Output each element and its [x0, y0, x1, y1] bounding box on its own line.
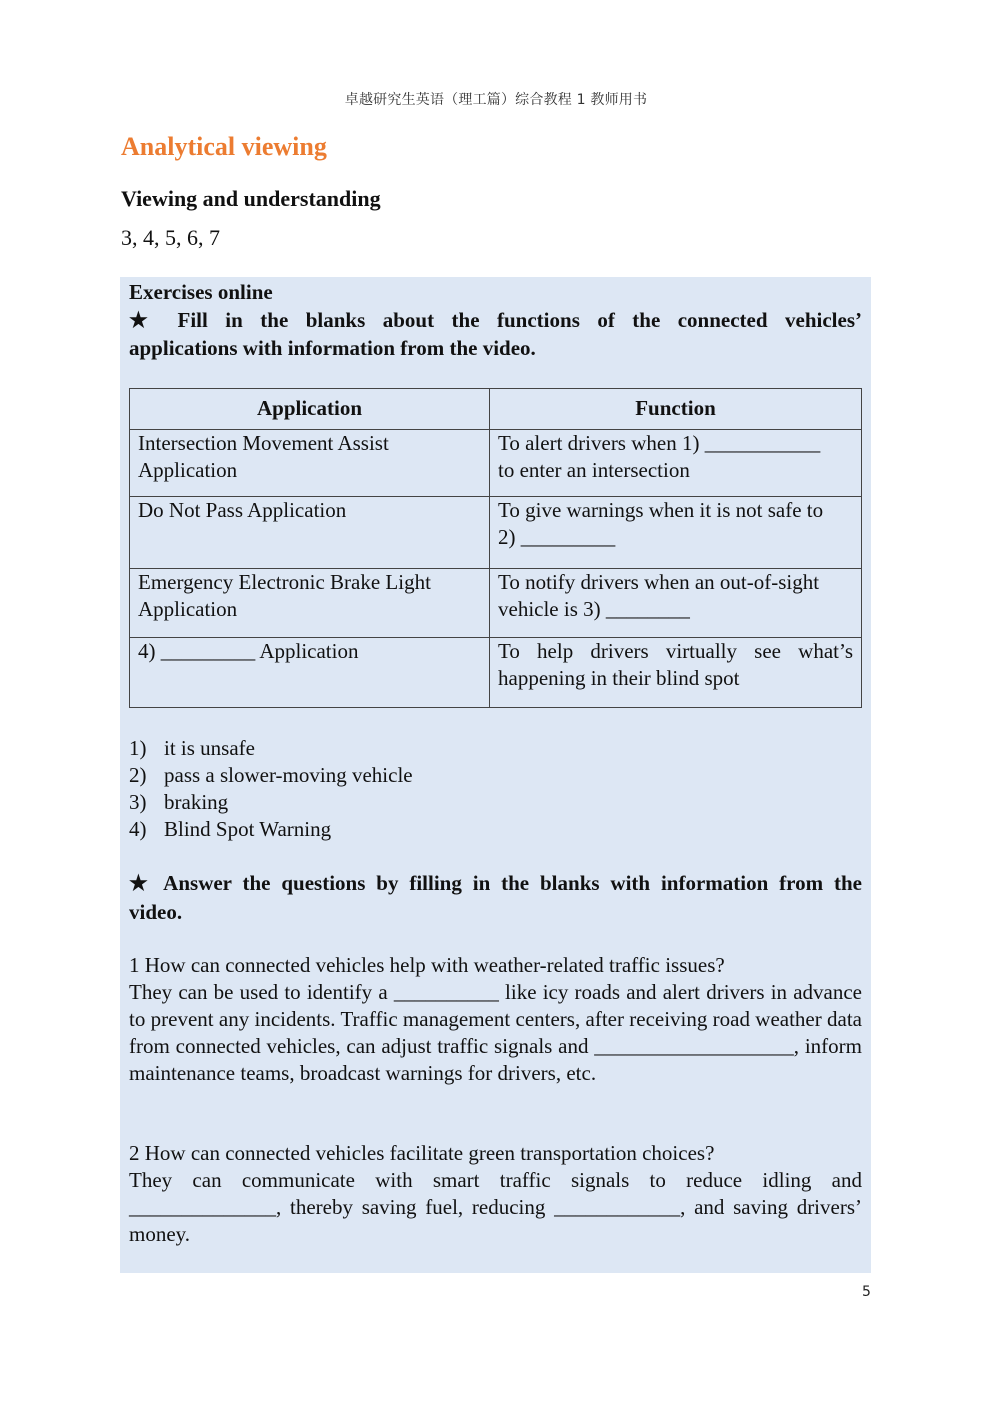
- viewing-answers: 3, 4, 5, 6, 7: [121, 225, 220, 250]
- answer-text: They can communicate with smart traffic signals to reduce idling and ______________, thereby saving fuel, reducing ____________, and saving drivers’ money.: [129, 1168, 862, 1246]
- question-text: 1 How can connected vehicles help with weather-related traffic issues?: [129, 953, 725, 977]
- application-cell: Do Not Pass Application: [130, 497, 490, 569]
- function-cell: [490, 430, 862, 497]
- applications-table: [129, 388, 862, 708]
- function-text: 2) _________: [498, 525, 616, 549]
- list-item: 1) it is unsafe: [129, 736, 255, 760]
- instruction-line: ★ Answer the questions by filling in the blanks with information from the: [129, 871, 862, 895]
- instruction-answer-questions: [129, 869, 862, 927]
- list-item: 4) Blind Spot Warning: [129, 817, 332, 841]
- section-title: Analytical viewing: [121, 132, 327, 161]
- function-cell: [490, 569, 862, 638]
- exercise-header: [129, 277, 862, 362]
- function-text: To alert drivers when 1) ___________: [498, 431, 821, 455]
- page-number: 5: [862, 1284, 871, 1300]
- answer-text: They can be used to identify a __________ like icy roads and alert drivers in advance to prevent any incidents. Traffic management centers, after receiving road weather data from connected vehicles, can adjust traffic signals and ___________________, inform maintenance teams, broadcast warnings for drivers, etc.: [129, 980, 862, 1085]
- application-cell: 4) _________ Application: [130, 638, 490, 708]
- answer-key-list: [129, 735, 413, 843]
- question-text: 2 How can connected vehicles facilitate green transportation choices?: [129, 1141, 715, 1165]
- function-cell: [490, 638, 862, 708]
- exercise-panel: [120, 277, 871, 1273]
- function-text: to enter an intersection: [498, 458, 690, 482]
- application-cell: Intersection Movement Assist Application: [130, 430, 490, 497]
- instruction-line: video.: [129, 900, 183, 924]
- application-cell: Emergency Electronic Brake Light Application: [130, 569, 490, 638]
- question-block: [129, 952, 862, 1087]
- exercises-heading: Exercises online: [129, 280, 273, 304]
- table-header-function: Function: [490, 389, 862, 430]
- function-text: To help drivers virtually see what’s happening in their blind spot: [498, 639, 853, 690]
- function-text: To notify drivers when an out-of-sight: [498, 570, 820, 594]
- instruction-fill-blanks: [129, 306, 862, 362]
- function-text: vehicle is 3) ________: [498, 597, 690, 621]
- table-row: [130, 569, 862, 638]
- question-block: [129, 1140, 862, 1248]
- list-item: 3) braking: [129, 790, 229, 814]
- function-text: To give warnings when it is not safe to: [498, 498, 824, 522]
- running-header: 卓越研究生英语（理工篇）综合教程 1 教师用书: [344, 92, 648, 108]
- function-cell: [490, 497, 862, 569]
- table-row: [130, 497, 862, 569]
- instruction-line: ★ Fill in the blanks about the functions of the connected vehicles’: [129, 308, 862, 332]
- list-item: 2) pass a slower-moving vehicle: [129, 763, 413, 787]
- table-row: [130, 430, 862, 497]
- table-row: [130, 638, 862, 708]
- table-header-application: Application: [130, 389, 490, 430]
- instruction-line: applications with information from the video.: [129, 336, 536, 360]
- viewing-subtitle: Viewing and understanding: [121, 186, 381, 211]
